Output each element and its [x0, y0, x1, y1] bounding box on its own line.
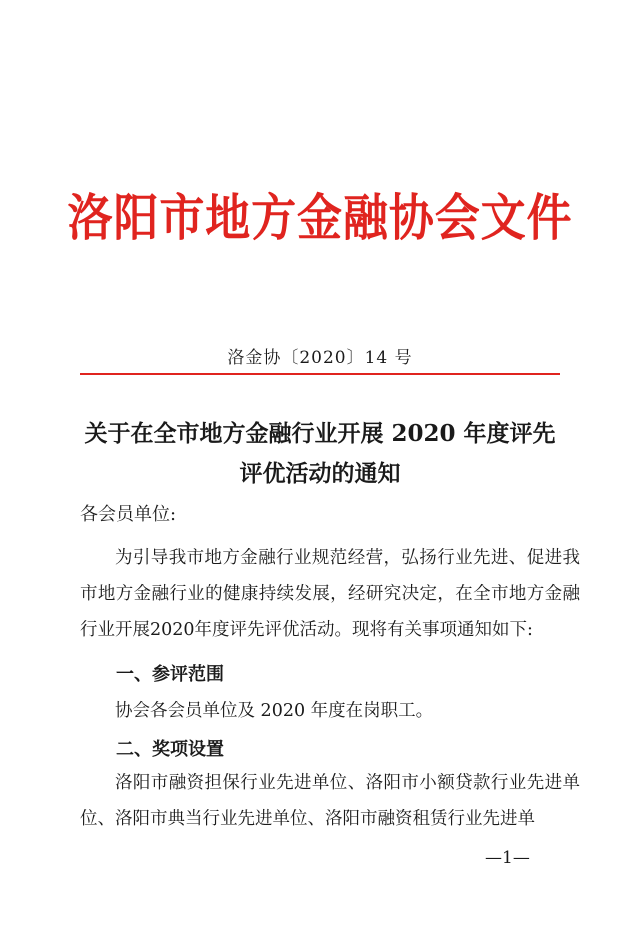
notice-title-line-1: 关于在全市地方金融行业开展 2020 年度评先	[84, 420, 556, 447]
section-text-scope: 协会各会员单位及 2020 年度在岗职工。	[115, 701, 434, 721]
intro-text: 为引导我市地方金融行业规范经营，弘扬行业先进、促进我市地方金融行业的健康持续发展，经研究决定，在全市地方金融行业开展2020年度评先评优活动。现将有关事项通知如下:	[80, 548, 580, 640]
section-heading-scope: 一、参评范围	[116, 664, 224, 685]
intro-paragraph	[80, 540, 580, 648]
section-text-awards: 洛阳市融资担保行业先进单位、洛阳市小额贷款行业先进单位、洛阳市典当行业先进单位、洛阳市融资租赁行业先进单	[80, 773, 580, 829]
page-number: —1—	[485, 848, 530, 868]
document-number: 洛金协〔2020〕14 号	[227, 348, 413, 368]
document-header-title: 洛阳市地方金融协会文件	[67, 189, 573, 247]
red-divider	[80, 373, 560, 375]
salutation: 各会员单位:	[80, 504, 177, 525]
notice-title-line-2: 评优活动的通知	[239, 460, 401, 487]
section-heading-awards: 二、奖项设置	[116, 739, 224, 760]
notice-title	[60, 414, 580, 494]
